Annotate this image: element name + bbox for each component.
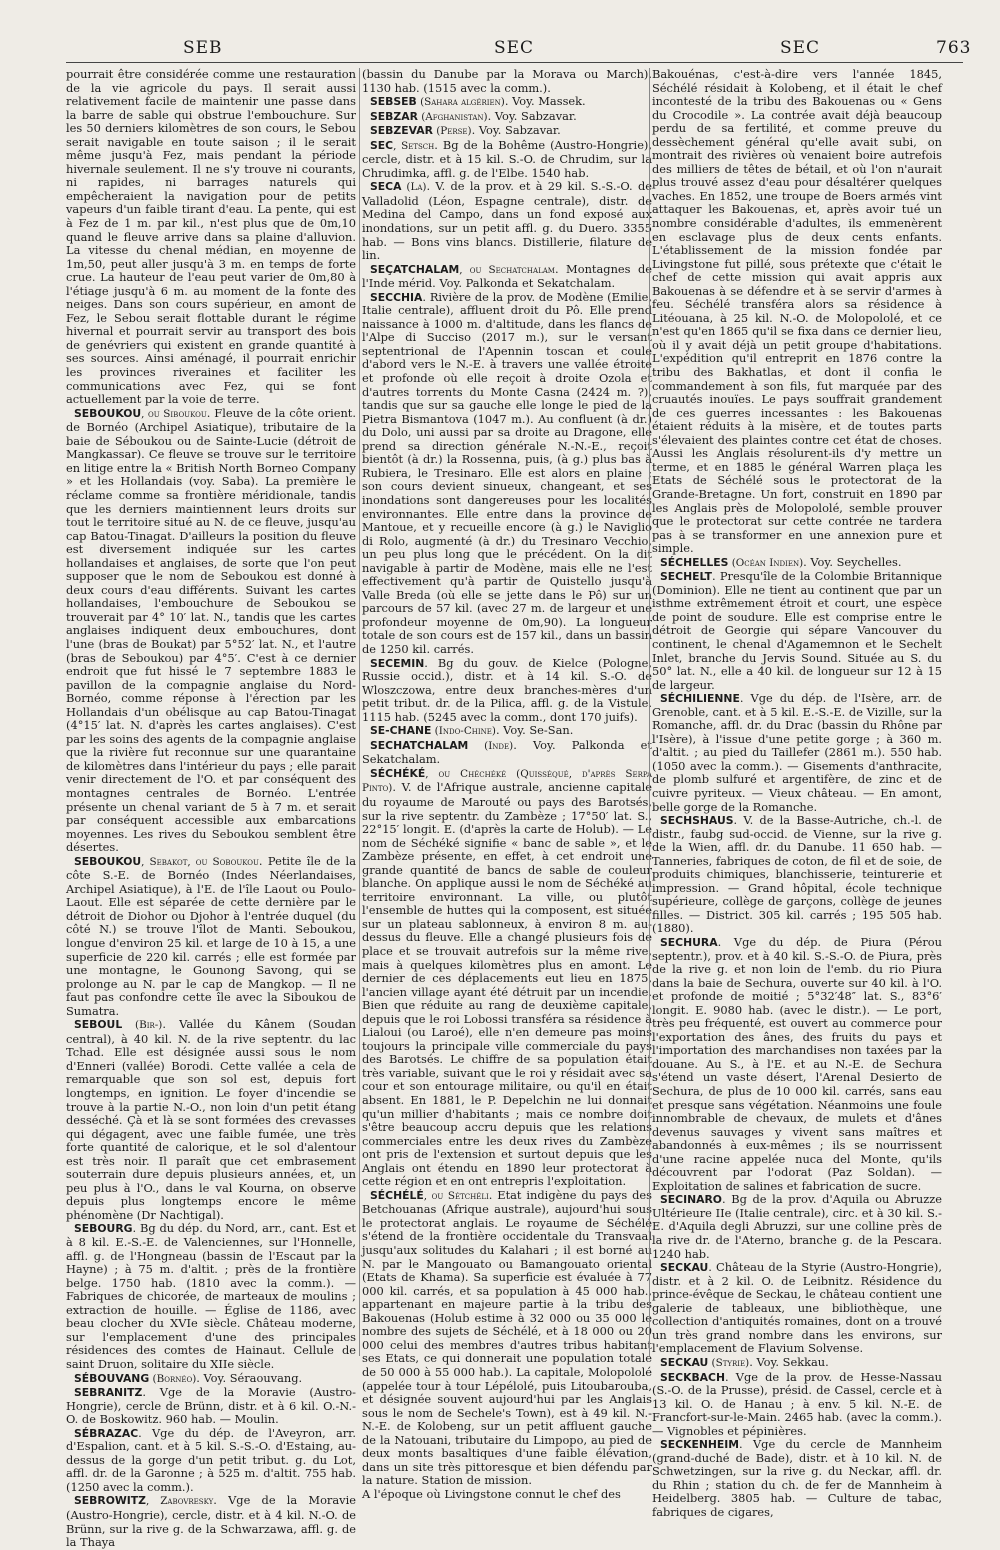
dictionary-entry: [66, 1427, 356, 1495]
entry-text: . Vge du cercle de Mannheim (grand-duché de Bade), distr. et à 10 kil. N. de Schwetzingen, sur la rive g. du Neckar, affl. dr. du Rhin ; station du ch. de fer de Mannheim à Heidelberg. 3805 hab. — Culture de tabac, fabriques de cigares,: [652, 1437, 942, 1519]
entry-headword: SEÇATCHALAM: [370, 262, 460, 276]
entry-text: . Voy. Sabzavar.: [487, 108, 577, 123]
entry-headword: SÉCHILIENNE: [660, 692, 740, 706]
continuation-text: (bassin du Danube par la Morava ou March). 1130 hab. (1515 avec la comm.).: [362, 67, 652, 95]
entry-variant: , ou Sechatchalam: [459, 263, 555, 276]
entry-text: . Vge de la Moravie (Austro-Hongrie), cercle, distr. et à 4 kil. N.-O. de Brünn, sur la rive g. de la Schwarzawa, affl. g. de la Thaya: [66, 1493, 356, 1550]
entry-headword: SE-CHANE: [370, 724, 432, 738]
entry-headword: SECEMIN: [370, 656, 425, 670]
entry-headword: SECHURA: [660, 936, 718, 949]
entry-text: . Vge du dép. de l'Aveyron, arr. d'Espalion, cant. et à 5 kil. S.-S.-O. d'Estaing, au-dessus de la gorge d'un petit tribut. g. du Lot, affl. dr. de la Garonne ; à 525 m. d'altit. 755 hab. (1250 avec la comm.).: [66, 1425, 356, 1494]
entry-headword: SEBZEVAR: [370, 124, 433, 138]
entry-variant: , ou Sétchéli: [423, 1189, 489, 1202]
column-divider: [649, 68, 650, 1356]
entry-text: . Rivière de la prov. de Modène (Emilie, Italie centrale), affluent droit du Pô. Elle prend naissance à 1000 m. d'altitude, dans les flancs de l'Alpe di Succiso (2017 m.), sur le versant septentrional de l'Apennin toscan et coule d'abord vers le N.-E. à travers une vallée étroite et profonde où elle reçoit à droite Ozola et d'autres torrents du Monte Casna (2424 m. ?), tandis que sur sa gauche elle longe le pied de la Pietra Bismantova (1047 m.). Au confluent (à dr.) du Dolo, uni aussi par sa droite au Dragone, elle prend sa direction générale N.-N.-E., reçoit bientôt (à dr.) la Rossenna, puis, (à g.) plus bas à Rubiera, le Tresinaro. Elle est alors en plaine ; son cours devient sinueux, changeant, et ses inondations sont dangereuses pour les localités environnantes. Elle entre dans la province de Mantoue, et y recueille encore (à g.) le Naviglio di Rolo, augmenté (à dr.) du Tresinaro Vecchio, un peu plus long que le précédent. On la dit navigable à partir de Modène, mais elle ne l'est effectivement qu'à partir de Quistello jusqu'à Valle Breda (où elle se jette dans le Pô) sur un parcours de 57 kil. (avec 27 m. de largeur et une profondeur moyenne de 0m,90). La longueur totale de son cours est de 157 kil., dans un bassin de 1250 kil. carrés.: [362, 289, 652, 656]
dictionary-entry: [362, 291, 652, 657]
entry-text: . Voy. Massek.: [504, 94, 586, 109]
entry-headword: SEBOUKOU: [74, 854, 142, 868]
dictionary-entry: [362, 95, 652, 110]
entry-variant: (Indo-Chine): [431, 725, 496, 738]
dictionary-entry: [66, 1018, 356, 1222]
dictionary-entry: [362, 657, 652, 725]
entry-text: . Voy. Se-San.: [495, 723, 574, 738]
entry-variant: (Bornéo): [149, 1372, 197, 1385]
entry-variant: (Inde): [468, 739, 514, 752]
entry-text: . Vge de la Moravie (Austro-Hongrie), cercle de Brünn, distr. et à 6 kil. O.-N.-O. de Boskowitz. 960 hab. — Moulin.: [66, 1385, 356, 1427]
entry-variant: , ou Siboukou: [141, 407, 207, 420]
running-head-center: SEC: [494, 38, 535, 58]
entry-text: . Voy. Sekkau.: [749, 1354, 829, 1369]
dictionary-entry: [652, 1356, 942, 1371]
entry-text: . Bg de la prov. d'Aquila ou Abruzze Ultérieure IIe (Italie centrale), circ. et à 30 kil. S.-E. d'Aquila degli Abruzzi, sur une colline près de la rive dr. de l'Aterno, branche g. de la Pescara. 1240 hab.: [652, 1192, 942, 1261]
entry-text: . Bg de la Bohême (Austro-Hongrie), cercle, distr. et à 15 kil. S.-O. de Chrudim, sur la Chrudimka, affl. g. de l'Elbe. 1540 hab.: [362, 137, 652, 180]
entry-headword: SECKAU: [660, 1355, 709, 1369]
entry-text: . Bg du gouv. de Kielce (Pologne, Russie occid.), distr. et à 14 kil. S.-O. de Wloszczowa, entre deux branches-mères d'un petit tribut. dr. de la Pilica, affl. g. de la Vistule. 1115 hab. (5245 avec la comm., dont 170 juifs).: [362, 655, 652, 724]
dictionary-entry: [362, 180, 652, 262]
text-column-3: [652, 67, 942, 1519]
entry-variant: (Sahara algérien): [416, 96, 505, 109]
entry-headword: SÉCHELLES: [660, 555, 729, 569]
dictionary-entry: [652, 692, 942, 814]
entry-headword: SECCHIA: [370, 290, 423, 304]
entry-headword: SÉBRAZAC: [74, 1426, 139, 1440]
header-rule: [66, 62, 963, 63]
entry-headword: SÉBOUVANG: [74, 1371, 150, 1385]
page-number: 763: [936, 38, 972, 58]
entry-text: . V. de l'Afrique australe, ancienne capitale du royaume de Marouté ou pays des Barotsés, sur la rive septentr. du Zambèze ; 17°50′ lat. S., 22°15′ longit. E. (d'après la carte de Holub). — Le nom de Séchéké signifie « banc de sable », et le Zambèze présente, en effet, à cet endroit une grande quantité de bancs de sable de couleur blanche. On applique aussi le nom de Séchéké au territoire environnant. La ville, ou plutôt l'ensemble de huttes qui la composent, est située sur un plateau sablonneux, à environ 8 m. au-dessus du fleuve. Elle a changé plusieurs fois de place et se trouvait autrefois sur la même rive, mais à quelques kilomètres plus en amont. Le dernier de ces déplacements eut lieu en 1875, l'ancien village ayant été détruit par un incendie. Bien que réduite au rang de deuxième capitale, depuis que le roi Lobossi transféra sa résidence à Lialoui (ou Laroé), elle n'en demeure pas moins toujours la principale ville commerciale du pays des Barotsés. Le chiffre de sa population était très variable, suivant que le roi y résidait avec sa cour et son entourage militaire, ou qu'il en était absent. En 1881, le P. Depelchin ne lui donnait qu'un millier d'habitants ; mais ce nombre doit s'être beaucoup accru depuis que les relations commerciales entre les deux rives du Zambèze ont pris de l'extension et surtout depuis que les Anglais ont étendu en 1890 leur protectorat à cette région et en ont entrepris l'exploitation.: [362, 780, 652, 1189]
entry-headword: SECHSHAUS: [660, 814, 734, 828]
continuation-text: A l'époque où Livingstone connut le chef des: [362, 1486, 621, 1501]
entry-variant: (Styrie): [708, 1356, 750, 1369]
dictionary-entry: [362, 739, 652, 767]
entry-variant: , Sebakot, ou Soboukou: [141, 855, 259, 868]
entry-headword: SECKENHEIM: [660, 1438, 740, 1452]
entry-text: . Etat indigène du pays des Betchouanas (Afrique australe), aujourd'hui sous le protectorat anglais. Le royaume de Séchélé s'étend de la frontière occidentale du Transvaal jusqu'aux solitudes du Kalahari ; il est borné au N. par le Mangouato ou Bamangouato oriental (Etats de Khama). Sa superficie est évaluée à 77 000 kil. carrés, et sa population à 45 000 hab., appartenant en majeure partie à la tribu des Bakouenas (Holub estime à 32 000 ou 35 000 le nombre des sujets de Séchélé, et à 18 000 ou 20 000 celui des membres d'autres tribus habitant ses Etats, ce qui donnerait une population totale de 50 000 à 55 000 hab.). La capitale, Molopololé (appelée tour à tour Lépélolé, puis Litoubarouba, et désignée souvent aujourd'hui par les Anglais sous le nom de Sechele's Town), est à 49 kil. N.-N.-E. de Kolobeng, sur un petit affluent gauche de la Natouani, tributaire du Limpopo, au pied de deux monts basaltiques d'une faible élévation, dans un site très pittoresque et bien défendu par la nature. Station de mission.: [362, 1187, 652, 1488]
entry-variant: , Zabovresky: [146, 1495, 214, 1508]
entry-headword: SÉCHÉKÉ: [370, 766, 426, 780]
entry-headword: SEC: [370, 138, 394, 152]
entry-text: . Vge du dép. de l'Isère, arr. de Grenoble, cant. et à 5 kil. E.-S.-E. de Vizille, sur la Romanche, affl. dr. du Drac (bassin du Rhône par l'Isère), à l'issue d'une petite gorge ; à 360 m. d'altit. ; au pied du Taillefer (2861 m.). 550 hab. (1050 avec la comm.). — Gisements d'anthracite, de plomb sulfuré et argentifère, de zinc et de cuivre pyriteux. — Vieux château. — En amont, belle gorge de la Romanche.: [652, 691, 942, 814]
entry-variant: (Océan Indien): [728, 556, 804, 569]
dictionary-entry: [362, 767, 652, 1189]
entry-text: . Vge du dép. de Piura (Pérou septentr.), prov. et à 40 kil. S.-S.-O. de Piura, près de la rive g. et non loin de l'emb. du rio Piura dans la baie de Sechura, ouverte sur 40 kil. à l'O. et profonde de moitié ; 5°32′48″ lat. S., 83°6′ longit. E. 9080 hab. (avec le distr.). — Le port, très peu fréquenté, est ouvert au commerce pour l'exportation des ânes, des fruits du pays et l'importation des marchandises non taxées par la douane. Au S., à l'E. et au N.-E. de Sechura s'étend un vaste désert, l'Arenal Desierto de Sechura, de plus de 10 000 kil. carrés, sans eau et presque sans végétation. Néanmoins une foule innombrable de chevaux, de mulets et d'ânes devenus sauvages y vivent sans maîtres et abandonnés à eux-mêmes ; ils se nourrissent d'une racine appelée nuca del Monte, qu'ils découvrent par l'odorat (Paz Soldan). — Exploitation de salines et fabrication de sucre.: [652, 935, 942, 1193]
entry-headword: SÉCHÉLÉ: [370, 1188, 424, 1202]
entry-headword: SECHELT: [660, 570, 712, 584]
column-divider: [359, 68, 360, 1356]
dictionary-entry: [652, 814, 942, 936]
dictionary-entry: [362, 139, 652, 181]
entry-text: . V. de la prov. et à 29 kil. S.-S.-O. de Valladolid (Léon, Espagne centrale), distr. de Medina del Campo, dans un fond exposé aux inondations, sur un petit affl. g. du Duero. 3355 hab. — Bons vins blancs. Distillerie, filature de lin.: [362, 179, 652, 263]
dictionary-entry: [362, 1189, 652, 1488]
entry-variant: (Bir-): [122, 1019, 163, 1032]
entry-headword: SECKAU: [660, 1261, 709, 1275]
entry-text: . Bg du dép. du Nord, arr., cant. Est et à 8 kil. E.-S.-E. de Valenciennes, sur l'Honnelle, affl. g. de l'Hongneau (bassin de l'Escaut par la Hayne) ; à 75 m. d'altit. ; près de la frontière belge. 1750 hab. (1810 avec la comm.). — Fabriques de chicorée, de marteaux de moulins ; extraction de houille. — Église de 1186, avec beau clocher du XVIe siècle. Château moderne, sur l'emplacement d'une des principales résidences des comtes de Hainaut. Cellule de saint Druon, solitaire du XIIe siècle.: [66, 1221, 356, 1371]
entry-text: . Vallée du Kânem (Soudan central), à 40 kil. N. de la rive septentr. du lac Tchad. Elle est désignée aussi sous le nom d'Enneri (vallée) Borodi. Cette vallée a cela de remarquable que son sol est, depuis fort longtemps, en ignition. Le foyer d'incendie se trouve à la partie N.-O., non loin d'un petit étang desséché. Çà et là se sont formées des crevasses qui dégagent, avec une faible fumée, une très forte quantité de calorique, et le sol d'alentour est très noir. Il paraît que cet embrasement souterrain dure depuis plusieurs années, et, un peu plus à l'O., dans le val Kourna, on observe depuis plus longtemps encore le même phénomène (Dr Nachtigal).: [66, 1017, 357, 1222]
entry-text: . Voy. Palkonda et Sekatchalam.: [362, 737, 652, 767]
continuation-text: Bakouénas, c'est-à-dire vers l'année 1845, Séchélé résidait à Kolobeng, et il était le chef incontesté de la tribu des Bakouenas ou « Gens du Crocodile ». La contrée avait déjà beaucoup perdu de sa fertilité, et comme preuve du dessèchement général qu'elle avait subi, on montrait des rivières où venaient boire autrefois des milliers de têtes de bétail, et où l'on n'aurait plus trouvé assez d'eau pour désaltérer quelques vaches. En 1852, une troupe de Boers armés vint attaquer les Bakouenas, et, après avoir tué un nombre considérable d'adultes, ils emmenèrent en esclavage plus de deux cents enfants. L'établissement de la mission fondée par Livingstone fut pillé, sous prétexte que c'était le chef de cette mission qui avait appris aux Bakouenas à se défendre et à se servir d'armes à feu. Séchélé transféra alors sa résidence à Litéouana, à 25 kil. N.-O. de Molopololé, et ce n'est qu'en 1865 qu'il se fixa dans ce dernier lieu, où il y avait déjà un petit groupe d'habitations. L'expédition qu'il entreprit en 1876 contre la tribu des Bakhatlas, et dont il confia le commandement à son fils, fut marquée par des cruautés inouïes. Le pays souffrait grandement de ces guerres incessantes : les Bakouenas étaient réduits à la misère, et de toutes parts s'élevaient des plaintes contre cet état de choses. Aussi les Anglais résolurent-ils d'y mettre un terme, et en 1885 le général Warren plaça les Etats de Séchélé sous le protectorat de la Grande-Bretagne. Un fort, construit en 1890 par les Anglais près de Molopololé, semble prouver que le protectorat sur cette contrée ne tardera pas à se transformer en une annexion pure et simple.: [652, 67, 942, 556]
dictionary-entry: [66, 1222, 356, 1371]
running-head-left: SEB: [183, 38, 223, 58]
dictionary-entry: [66, 1372, 356, 1387]
dictionary-entry: [652, 1438, 942, 1519]
dictionary-entry: [652, 1193, 942, 1261]
entry-headword: SEBOUL: [74, 1018, 123, 1032]
entry-text: . Montagnes de l'Inde mérid. Voy. Palkonda et Sekatchalam.: [362, 261, 652, 291]
entry-variant: (La): [401, 181, 427, 194]
text-column-2: [362, 67, 652, 1501]
dictionary-entry: [66, 1494, 356, 1549]
continuation-text: pourrait être considérée comme une restauration de la vie agricole du pays. Il serait aussi relativement facile de maintenir une passe dans la barre de sable qui obstrue l'embouchure. Sur les 50 derniers kilomètres de son cours, le Sebou serait navigable en toute saison ; il le serait même jusqu'à Fez, mais pendant la période hivernale seulement. Il ne s'y trouve ni courants, ni rapides, ni barrages naturels qui empêcheraient la navigation pour de petits vapeurs d'un faible tirant d'eau. La pente, qui est à Fez de 1 m. par kil., n'est plus que de 0m,10 quand le fleuve arrive dans sa plaine d'alluvion. La vitesse du chenal médian, en moyenne de 1m,50, peut aller jusqu'à 3 m. en temps de forte crue. La hauteur de l'eau peut varier de 0m,80 à l'étiage jusqu'à 6 m. au moment de la fonte des neiges. Dans son cours supérieur, en amont de Fez, le Sebou serait flottable durant le régime hivernal et pourrait servir au transport des bois de genévriers qui existent en grande quantité à ses sources. Ainsi aménagé, il pourrait enrichir les provinces riveraines et faciliter les communications avec Fez, qui se font actuellement par la voie de terre.: [66, 67, 356, 407]
entry-variant: (Perse): [432, 125, 472, 138]
dictionary-entry: [66, 1386, 356, 1427]
entry-headword: SECA: [370, 180, 402, 194]
entry-variant: (Afghanistan): [417, 110, 488, 123]
entry-variant: , ou Chéchéké (Quisséqué, d'après Serpa Pinto): [362, 767, 652, 795]
entry-text: . Presqu'île de la Colombie Britannique (Dominion). Elle ne tient au continent que par un isthme extrêmement étroit et court, une espèce de point de soudure. Elle est comprise entre le détroit de Georgie qui sépare Vancouver du continent, le chenal d'Agamemnon et le Sechelt Inlet, branche du Jervis Sound. Située au S. du 50° lat. N., elle a 40 kil. de longueur sur 12 à 15 de largeur.: [652, 569, 942, 692]
dictionary-entry: [66, 407, 356, 855]
dictionary-entry: [652, 556, 942, 571]
entry-text: . Château de la Styrie (Austro-Hongrie), distr. et à 2 kil. O. de Leibnitz. Résidence du prince-évêque de Seckau, le château contient une galerie de tableaux, une bibliothèque, une collection d'antiquités romaines, dont on a trouvé un très grand nombre dans les environs, sur l'emplacement de Flavium Solvense.: [652, 1260, 942, 1356]
dictionary-entry: [652, 1261, 942, 1356]
dictionary-entry: [362, 263, 652, 291]
entry-text: . Voy. Sabzavar.: [471, 123, 561, 138]
entry-headword: SECINARO: [660, 1193, 722, 1207]
dictionary-entry: [652, 1371, 942, 1439]
dictionary-entry: [66, 855, 356, 1019]
entry-variant: , Setsch: [393, 139, 435, 152]
entry-headword: SEBRANITZ: [74, 1386, 143, 1400]
text-column-1: [66, 67, 357, 1550]
dictionary-entry: [362, 124, 652, 139]
entry-headword: SEBROWITZ: [74, 1494, 146, 1508]
dictionary-entry: [362, 110, 652, 125]
entry-headword: SEBZAR: [370, 109, 418, 123]
entry-headword: SECKBACH: [660, 1370, 725, 1384]
entry-text: . Voy. Séraouvang.: [196, 1370, 303, 1385]
running-head-right: SEC: [780, 38, 821, 58]
entry-headword: SEBOURG: [74, 1222, 133, 1236]
entry-headword: SEBOUKOU: [74, 406, 142, 420]
entry-text: . Fleuve de la côte orient. de Bornéo (Archipel Asiatique), tributaire de la baie de Séboukou ou de Sainte-Lucie (détroit de Mangkassar). Ce fleuve se trouve sur le territoire en litige entre la « British North Borneo Company » et les Hollandais (voy. Saba). La première le réclame comme sa frontière méridionale, tandis que les derniers maintiennent leurs droits sur tout le territoire situé au N. de ce fleuve, jusqu'au cap Batou-Tinagat. D'ailleurs la position du fleuve est diversement indiquée sur les cartes hollandaises et anglaises, de sorte que l'on peut supposer que le nom de Seboukou est donné à deux cours d'eau différents. Suivant les cartes hollandaises, l'embouchure de Seboukou se trouverait par 4° 10′ lat. N., tandis que les cartes anglaises indiquent deux embouchures, dont l'une (bras de Boukat) par 5°52′ lat. N., et l'autre (bras de Seboukou) par 4°5′. C'est à ce dernier endroit que fut hissé le 7 septembre 1883 le pavillon de la compagnie anglaise du Nord-Bornéo, comme réponse à l'érection par les Hollandais d'un obélisque au cap Batou-Tinagat (4°15′ lat. N. d'après les cartes anglaises). C'est par les soins des agents de la compagnie anglaise que la rivière fut reconnue sur une quarantaine de kilomètres dans l'intérieur du pays ; elle parait venir directement de l'O. et par conséquent des montagnes centrales de Bornéo. L'entrée présente un chenal variant de 5 à 7 m. et serait par conséquent accessible aux embarcations moyennes. Les rives du Seboukou semblent être désertes.: [66, 405, 356, 855]
dictionary-entry: [362, 724, 652, 739]
entry-headword: SEBSEB: [370, 95, 417, 109]
dictionary-entry: [652, 936, 942, 1193]
entry-headword: SECHATCHALAM: [370, 738, 469, 752]
entry-text: . Voy. Seychelles.: [803, 554, 902, 569]
dictionary-entry: [652, 570, 942, 692]
entry-text: . Vge de la prov. de Hesse-Nassau (S.-O. de la Prusse), présid. de Cassel, cercle et à 13 kil. O. de Hanau ; à env. 5 kil. N.-E. de Francfort-sur-le-Main. 2465 hab. (avec la comm.). — Vignobles et pépinières.: [652, 1369, 942, 1438]
entry-text: . Petite île de la côte S.-E. de Bornéo (Indes Néerlandaises, Archipel Asiatique), à l'E. de l'île Laout ou Poulo-Laout. Elle est séparée de cette dernière par le détroit de Diohor ou Djohor à l'entrée duquel (du côté N.) se trouve l'îlot de Manti. Seboukou, longue d'environ 25 kil. et large de 10 à 15, a une superficie de 220 kil. carrés ; elle est formée par une montagne, le Gounong Savong, qui se prolonge au N. par le cap de Mangkop. — Il ne faut pas confondre cette île avec la Siboukou de Sumatra.: [66, 853, 356, 1018]
entry-text: . V. de la Basse-Autriche, ch.-l. de distr., faubg sud-occid. de Vienne, sur la rive g. de la Wien, affl. dr. du Danube. 11 650 hab. — Tanneries, fabriques de coton, de fil et de soie, de produits chimiques, blanchisserie, teinturerie et impression. — Grand hôpital, école technique supérieure, collège de garçons, collège de jeunes filles. — District. 305 kil. carrés ; 195 505 hab. (1880).: [652, 813, 942, 936]
